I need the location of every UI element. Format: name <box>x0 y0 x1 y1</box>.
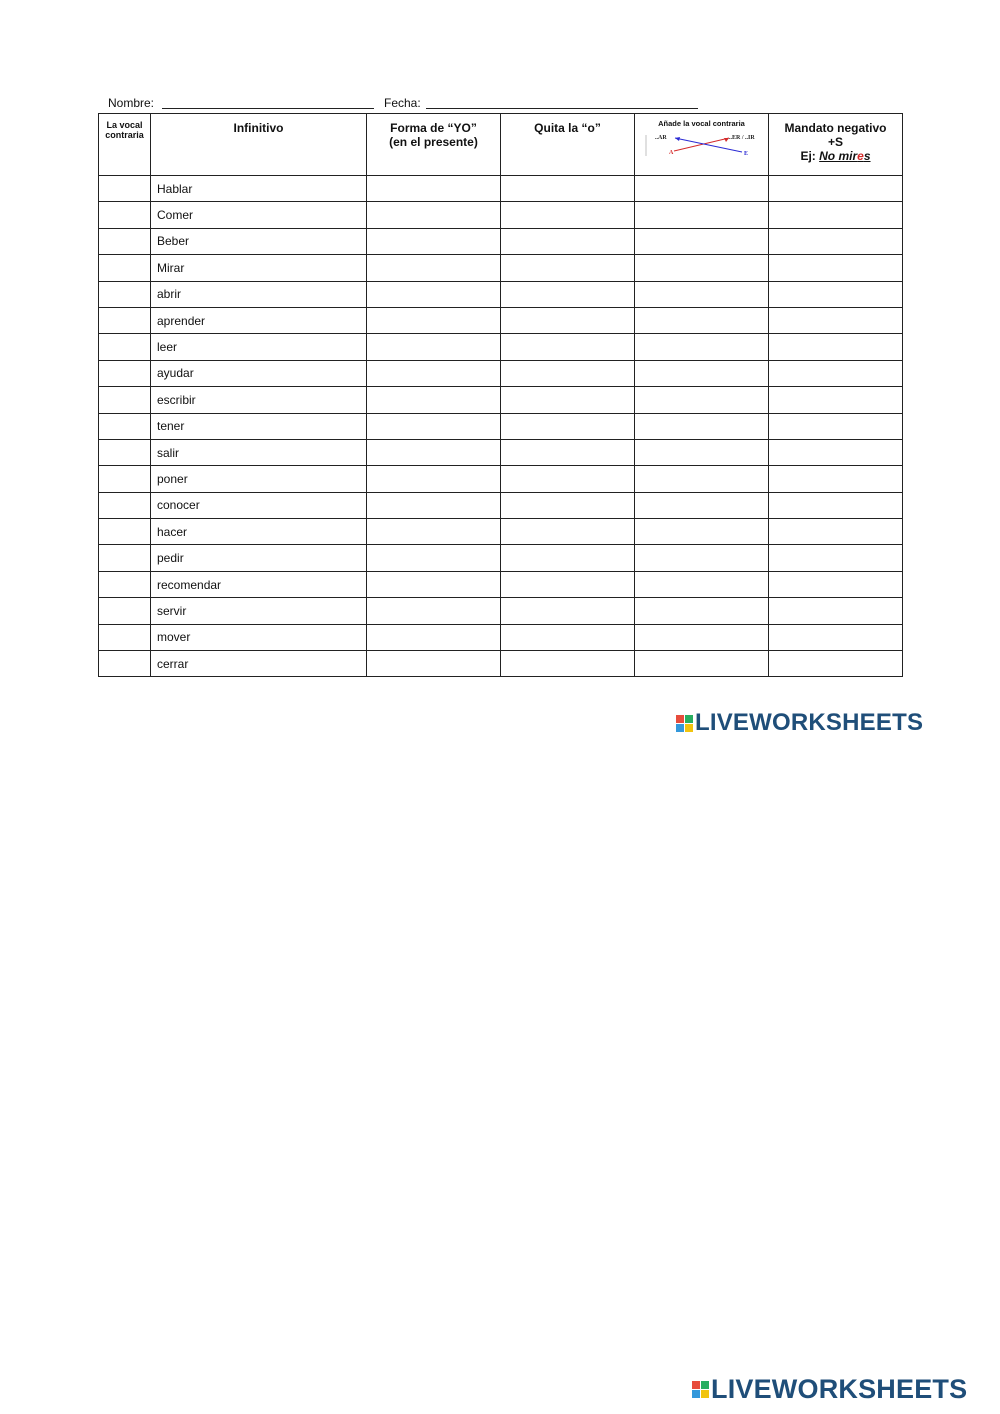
table-row <box>99 281 903 307</box>
vocal-contraria-cell[interactable] <box>99 439 151 465</box>
nombre-label: Nombre: <box>108 96 155 110</box>
vocal-contraria-cell[interactable] <box>99 202 151 228</box>
mandato-negativo-cell[interactable] <box>769 334 903 360</box>
vocal-contraria-cell[interactable] <box>99 466 151 492</box>
verb-conjugation-table <box>98 113 903 677</box>
forma-yo-cell[interactable] <box>367 255 501 281</box>
anade-vocal-cell[interactable] <box>635 228 769 254</box>
quita-o-cell[interactable] <box>501 413 635 439</box>
mandato-negativo-cell[interactable] <box>769 439 903 465</box>
mandato-negativo-cell[interactable] <box>769 281 903 307</box>
forma-yo-cell[interactable] <box>367 545 501 571</box>
logo-text: LIVEWORKSHEETS <box>695 709 924 736</box>
quita-o-cell[interactable] <box>501 228 635 254</box>
anade-vocal-cell[interactable] <box>635 651 769 677</box>
quita-o-cell[interactable] <box>501 202 635 228</box>
header-anade-vocal <box>635 114 769 176</box>
table-row <box>99 202 903 228</box>
logo-blocks-icon <box>692 1381 709 1398</box>
vocal-contraria-cell[interactable] <box>99 492 151 518</box>
vocal-contraria-cell[interactable] <box>99 255 151 281</box>
header-infinitivo: Infinitivo <box>151 114 367 176</box>
header-vocal-contraria: La vocal contraria <box>99 114 151 176</box>
quita-o-cell[interactable] <box>501 176 635 202</box>
vowel-swap-diagram-icon <box>643 130 761 158</box>
infinitivo-cell: Beber <box>151 228 367 254</box>
quita-o-cell[interactable] <box>501 387 635 413</box>
quita-o-cell[interactable] <box>501 519 635 545</box>
mandato-ej-label: Ej: <box>800 149 816 163</box>
header-forma-yo-line2: (en el presente) <box>389 135 478 149</box>
infinitivo-cell: poner <box>151 466 367 492</box>
mandato-negativo-cell[interactable] <box>769 255 903 281</box>
forma-yo-cell[interactable] <box>367 492 501 518</box>
mandato-negativo-cell[interactable] <box>769 651 903 677</box>
vocal-contraria-cell[interactable] <box>99 571 151 597</box>
forma-yo-cell[interactable] <box>367 651 501 677</box>
table-row <box>99 519 903 545</box>
table-row <box>99 651 903 677</box>
table-row <box>99 255 903 281</box>
table-row <box>99 228 903 254</box>
infinitivo-cell: recomendar <box>151 571 367 597</box>
header-mandato-negativo <box>769 114 903 176</box>
quita-o-cell[interactable] <box>501 598 635 624</box>
quita-o-cell[interactable] <box>501 466 635 492</box>
vocal-contraria-cell[interactable] <box>99 176 151 202</box>
infinitivo-cell: tener <box>151 413 367 439</box>
infinitivo-cell: leer <box>151 334 367 360</box>
anade-vocal-cell[interactable] <box>635 387 769 413</box>
nombre-field[interactable] <box>162 108 374 109</box>
logo-blocks-icon <box>676 715 693 732</box>
anade-vocal-cell[interactable] <box>635 439 769 465</box>
infinitivo-cell: ayudar <box>151 360 367 386</box>
vocal-contraria-cell[interactable] <box>99 228 151 254</box>
mandato-negativo-cell[interactable] <box>769 387 903 413</box>
vocal-contraria-cell[interactable] <box>99 281 151 307</box>
forma-yo-cell[interactable] <box>367 519 501 545</box>
mandato-negativo-cell[interactable] <box>769 598 903 624</box>
vocal-contraria-cell[interactable] <box>99 307 151 333</box>
quita-o-cell[interactable] <box>501 571 635 597</box>
quita-o-cell[interactable] <box>501 360 635 386</box>
infinitivo-cell: salir <box>151 439 367 465</box>
forma-yo-cell[interactable] <box>367 387 501 413</box>
quita-o-cell[interactable] <box>501 334 635 360</box>
header-quita-o: Quita la “o” <box>501 114 635 176</box>
infinitivo-cell: cerrar <box>151 651 367 677</box>
header-forma-yo <box>367 114 501 176</box>
infinitivo-cell: escribir <box>151 387 367 413</box>
liveworksheets-logo-footer <box>692 1373 968 1404</box>
table-row <box>99 176 903 202</box>
mandato-negativo-cell[interactable] <box>769 307 903 333</box>
forma-yo-cell[interactable] <box>367 571 501 597</box>
diagram-a-label: A <box>668 150 673 156</box>
infinitivo-cell: aprender <box>151 307 367 333</box>
vocal-contraria-cell[interactable] <box>99 413 151 439</box>
quita-o-cell[interactable] <box>501 281 635 307</box>
diagram-erir-label: ..ER / ..IR <box>728 135 755 141</box>
forma-yo-cell[interactable] <box>367 598 501 624</box>
quita-o-cell[interactable] <box>501 624 635 650</box>
table-row <box>99 598 903 624</box>
anade-vocal-cell[interactable] <box>635 519 769 545</box>
mandato-negativo-cell[interactable] <box>769 466 903 492</box>
mandato-negativo-cell[interactable] <box>769 228 903 254</box>
infinitivo-cell: servir <box>151 598 367 624</box>
anade-vocal-cell[interactable] <box>635 360 769 386</box>
anade-vocal-cell[interactable] <box>635 202 769 228</box>
infinitivo-cell: conocer <box>151 492 367 518</box>
mandato-negativo-cell[interactable] <box>769 545 903 571</box>
mandato-negativo-cell[interactable] <box>769 176 903 202</box>
mandato-negativo-cell[interactable] <box>769 202 903 228</box>
mandato-negativo-cell[interactable] <box>769 413 903 439</box>
infinitivo-cell: pedir <box>151 545 367 571</box>
forma-yo-cell[interactable] <box>367 307 501 333</box>
anade-vocal-cell[interactable] <box>635 624 769 650</box>
vocal-contraria-cell[interactable] <box>99 334 151 360</box>
diagram-e-label: E <box>743 151 748 157</box>
fecha-label: Fecha: <box>384 96 421 110</box>
anade-vocal-cell[interactable] <box>635 334 769 360</box>
header-forma-yo-line1: Forma de “YO” <box>390 121 477 135</box>
forma-yo-cell[interactable] <box>367 466 501 492</box>
anade-vocal-cell[interactable] <box>635 255 769 281</box>
anade-vocal-cell[interactable] <box>635 492 769 518</box>
infinitivo-cell: Hablar <box>151 176 367 202</box>
anade-vocal-cell[interactable] <box>635 466 769 492</box>
anade-vocal-cell[interactable] <box>635 545 769 571</box>
diagram-ar-label: ..AR <box>654 135 667 141</box>
anade-vocal-cell[interactable] <box>635 307 769 333</box>
mandato-negativo-cell[interactable] <box>769 571 903 597</box>
name-date-header <box>108 95 708 113</box>
fecha-field[interactable] <box>426 108 698 109</box>
liveworksheets-logo <box>676 710 923 736</box>
infinitivo-cell: hacer <box>151 519 367 545</box>
table-row <box>99 334 903 360</box>
forma-yo-cell[interactable] <box>367 228 501 254</box>
anade-vocal-cell[interactable] <box>635 413 769 439</box>
vocal-contraria-cell[interactable] <box>99 545 151 571</box>
table-row <box>99 307 903 333</box>
vocal-contraria-cell[interactable] <box>99 624 151 650</box>
mandato-negativo-cell[interactable] <box>769 492 903 518</box>
forma-yo-cell[interactable] <box>367 281 501 307</box>
quita-o-cell[interactable] <box>501 651 635 677</box>
infinitivo-cell: Comer <box>151 202 367 228</box>
forma-yo-cell[interactable] <box>367 334 501 360</box>
table-row <box>99 624 903 650</box>
quita-o-cell[interactable] <box>501 439 635 465</box>
table-header-row <box>99 114 903 176</box>
quita-o-cell[interactable] <box>501 492 635 518</box>
header-mandato-line2: +S <box>827 135 843 149</box>
vocal-contraria-cell[interactable] <box>99 651 151 677</box>
infinitivo-cell: Mirar <box>151 255 367 281</box>
logo-text: LIVEWORKSHEETS <box>711 1373 968 1404</box>
forma-yo-cell[interactable] <box>367 202 501 228</box>
forma-yo-cell[interactable] <box>367 439 501 465</box>
table-row <box>99 387 903 413</box>
mandato-negativo-cell[interactable] <box>769 360 903 386</box>
table-row <box>99 545 903 571</box>
anade-vocal-cell[interactable] <box>635 176 769 202</box>
quita-o-cell[interactable] <box>501 255 635 281</box>
vocal-contraria-cell[interactable] <box>99 519 151 545</box>
mandato-negativo-cell[interactable] <box>769 519 903 545</box>
mandato-negativo-cell[interactable] <box>769 624 903 650</box>
anade-vocal-cell[interactable] <box>635 281 769 307</box>
anade-vocal-cell[interactable] <box>635 571 769 597</box>
table-row <box>99 492 903 518</box>
forma-yo-cell[interactable] <box>367 176 501 202</box>
vocal-contraria-cell[interactable] <box>99 387 151 413</box>
mandato-example-text: No mires <box>819 149 871 163</box>
table-row <box>99 439 903 465</box>
header-anade-title: Añade la vocal contraria <box>658 119 745 128</box>
vocal-contraria-cell[interactable] <box>99 598 151 624</box>
table-row <box>99 413 903 439</box>
forma-yo-cell[interactable] <box>367 413 501 439</box>
vocal-contraria-cell[interactable] <box>99 360 151 386</box>
table-row <box>99 360 903 386</box>
header-mandato-line1: Mandato negativo <box>784 121 887 135</box>
table-row <box>99 466 903 492</box>
infinitivo-cell: abrir <box>151 281 367 307</box>
quita-o-cell[interactable] <box>501 545 635 571</box>
header-mandato-example <box>769 149 902 163</box>
anade-vocal-cell[interactable] <box>635 598 769 624</box>
forma-yo-cell[interactable] <box>367 360 501 386</box>
forma-yo-cell[interactable] <box>367 624 501 650</box>
infinitivo-cell: mover <box>151 624 367 650</box>
table-row <box>99 571 903 597</box>
quita-o-cell[interactable] <box>501 307 635 333</box>
